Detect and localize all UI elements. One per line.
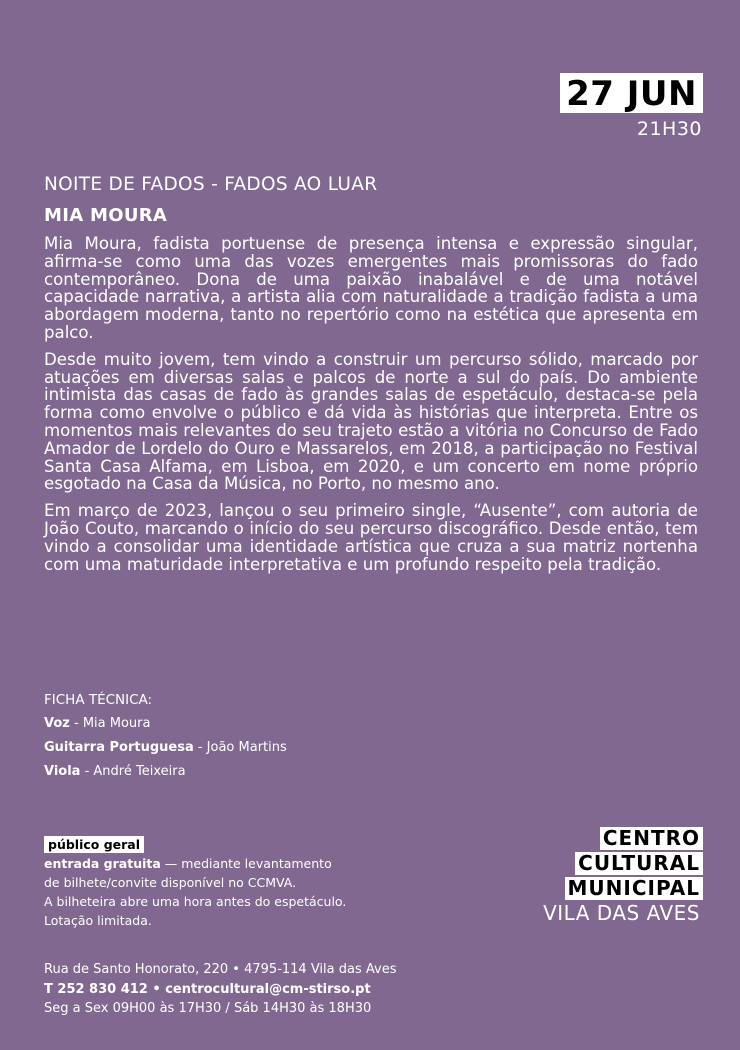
footer-contact [44, 960, 396, 1019]
venue-logo-line: CENTRO [600, 827, 703, 850]
credit-row [44, 764, 186, 779]
credit-role: Viola [44, 764, 81, 779]
footer-phone-email: T 252 830 412 • centrocultural@cm-stirso.pt [44, 981, 371, 997]
credit-role: Voz [44, 716, 70, 731]
event-time: 21H30 [636, 118, 702, 140]
bio-paragraph: Mia Moura, fadista portuense de presença intensa e expressão singular, afirma-se como uma das vozes emergentes mais promissoras do fado contemporâneo. Dona de uma paixão inabalável e de uma notável capacidade narrativa, a artista alia com naturalidade a tradição fadista a uma abordagem moderna, tanto no repertório como na estética que apresenta em palco. [44, 234, 698, 342]
audience-badge: público geral [44, 836, 144, 853]
bio-paragraph: Desde muito jovem, tem vindo a construir um percurso sólido, marcado por atuações em diversas salas e palcos de norte a sul do país. Do ambiente intimista das casas de fado às grandes salas de espetáculo, destaca-se pela forma como envolve o público e dá vida às histórias que interpreta. Entre os momentos mais relevantes do seu trajeto estão a vitória no Concurso de Fado Amador de Lordelo do Ouro e Massarelos, em 2018, a participação no Festival Santa Casa Alfama, em Lisboa, em 2020, e um concerto em nome próprio esgotado na Casa da Música, no Porto, no mesmo ano. [44, 349, 698, 494]
credit-name: - Mia Moura [69, 716, 151, 731]
credit-role: Guitarra Portuguesa [44, 740, 194, 755]
entry-free-label: entrada gratuita [44, 856, 161, 871]
artist-bio [44, 235, 698, 582]
venue-logo-line: VILA DAS AVES [543, 901, 700, 925]
venue-logo [543, 827, 703, 925]
entry-line: de bilhete/convite disponível no CCMVA. [44, 875, 297, 890]
entry-info [44, 854, 346, 930]
footer-address: Rua de Santo Honorato, 220 • 4795-114 Vila das Aves [44, 962, 397, 977]
entry-line: A bilheteira abre uma hora antes do espetáculo. [44, 894, 347, 909]
credit-row [44, 740, 287, 755]
bio-paragraph: Em março de 2023, lançou o seu primeiro single, “Ausente”, com autoria de João Couto, marcando o início do seu percurso discográfico. Desde então, tem vindo a consolidar uma identidade artística que cruza a sua matriz nortenha com uma maturidade interpretativa e um profundo respeito pela tradição. [44, 501, 698, 574]
credit-row [44, 716, 150, 731]
venue-logo-line: MUNICIPAL [565, 877, 704, 900]
credit-name: - André Teixeira [80, 764, 186, 779]
credit-name: - João Martins [193, 740, 287, 755]
venue-logo-line: CULTURAL [575, 852, 703, 875]
entry-condition: — mediante levantamento [160, 856, 332, 871]
event-date: 27 JUN [560, 73, 703, 113]
ficha-tecnica-heading: FICHA TÉCNICA: [44, 692, 153, 708]
artist-name: MIA MOURA [44, 205, 168, 226]
footer-hours: Seg a Sex 09H00 às 17H30 / Sáb 14H30 às 18H30 [44, 1001, 372, 1016]
event-title: NOITE DE FADOS - FADOS AO LUAR [44, 174, 378, 195]
entry-line: Lotação limitada. [44, 913, 152, 928]
